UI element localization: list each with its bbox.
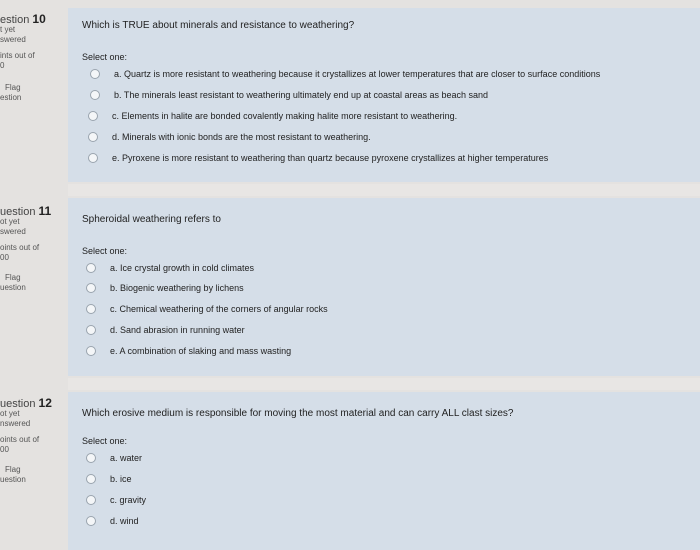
question-status: ot yet swered xyxy=(0,217,26,236)
question-info-11 xyxy=(0,206,66,293)
question-text: Spheroidal weathering refers to xyxy=(82,214,221,225)
answer-option-b[interactable]: b. The minerals least resistant to weathering ultimately end up at coastal areas as beach sand xyxy=(90,87,488,103)
radio-button[interactable] xyxy=(86,263,96,273)
question-status: t yet swered xyxy=(0,25,26,44)
radio-button[interactable] xyxy=(86,346,96,356)
radio-button[interactable] xyxy=(88,111,98,121)
flag-question-link[interactable]: Flag estion xyxy=(0,83,22,102)
radio-button[interactable] xyxy=(86,495,96,505)
answer-option-d[interactable]: d. Sand abrasion in running water xyxy=(86,322,245,338)
divider xyxy=(68,184,700,196)
radio-button[interactable] xyxy=(86,304,96,314)
radio-button[interactable] xyxy=(86,516,96,526)
question-panel-10 xyxy=(68,8,700,182)
question-number: uestion 11 xyxy=(0,204,52,218)
answer-option-a[interactable]: a. Quartz is more resistant to weathering because it crystallizes at lower temperatures that are closer to surface conditions xyxy=(90,66,600,82)
question-points: oints out of 00 xyxy=(0,435,40,454)
answer-option-a[interactable]: a. Ice crystal growth in cold climates xyxy=(86,260,254,276)
answer-option-e[interactable]: e. A combination of slaking and mass wasting xyxy=(86,343,291,359)
question-block-10 xyxy=(0,8,700,182)
radio-button[interactable] xyxy=(86,325,96,335)
radio-button[interactable] xyxy=(90,90,100,100)
question-info-12 xyxy=(0,398,66,485)
radio-button[interactable] xyxy=(88,132,98,142)
flag-question-link[interactable]: Flag uestion xyxy=(0,465,26,484)
radio-button[interactable] xyxy=(90,69,100,79)
question-number: estion 10 xyxy=(0,12,46,26)
select-one-label: Select one: xyxy=(82,52,128,62)
question-points: oints out of 00 xyxy=(0,243,40,262)
question-text: Which erosive medium is responsible for moving the most material and can carry ALL clast sizes? xyxy=(82,408,514,419)
question-block-11 xyxy=(0,198,700,376)
radio-button[interactable] xyxy=(86,474,96,484)
question-text: Which is TRUE about minerals and resistance to weathering? xyxy=(82,20,355,31)
answer-option-c[interactable]: c. gravity xyxy=(86,492,146,508)
answer-option-c[interactable]: c. Chemical weathering of the corners of angular rocks xyxy=(86,301,328,317)
answer-option-b[interactable]: b. Biogenic weathering by lichens xyxy=(86,280,244,296)
select-one-label: Select one: xyxy=(82,436,128,446)
flag-question-link[interactable]: Flag uestion xyxy=(0,273,26,292)
answer-option-e[interactable]: e. Pyroxene is more resistant to weathering than quartz because pyroxene crystallizes at higher temperatures xyxy=(88,150,548,166)
answer-option-d[interactable]: d. Minerals with ionic bonds are the most resistant to weathering. xyxy=(88,129,371,145)
radio-button[interactable] xyxy=(86,453,96,463)
question-number: uestion 12 xyxy=(0,396,52,410)
question-block-12 xyxy=(0,392,700,550)
answer-option-a[interactable]: a. water xyxy=(86,450,142,466)
question-info-10 xyxy=(0,14,66,103)
question-status: ot yet nswered xyxy=(0,409,31,428)
select-one-label: Select one: xyxy=(82,246,128,256)
answer-option-b[interactable]: b. ice xyxy=(86,471,132,487)
radio-button[interactable] xyxy=(88,153,98,163)
question-points: ints out of 0 xyxy=(0,51,35,70)
answer-option-d[interactable]: d. wind xyxy=(86,513,139,529)
divider xyxy=(68,378,700,390)
question-panel-11 xyxy=(68,198,700,376)
answer-option-c[interactable]: c. Elements in halite are bonded covalently making halite more resistant to weathering. xyxy=(88,108,457,124)
radio-button[interactable] xyxy=(86,283,96,293)
question-panel-12 xyxy=(68,392,700,550)
